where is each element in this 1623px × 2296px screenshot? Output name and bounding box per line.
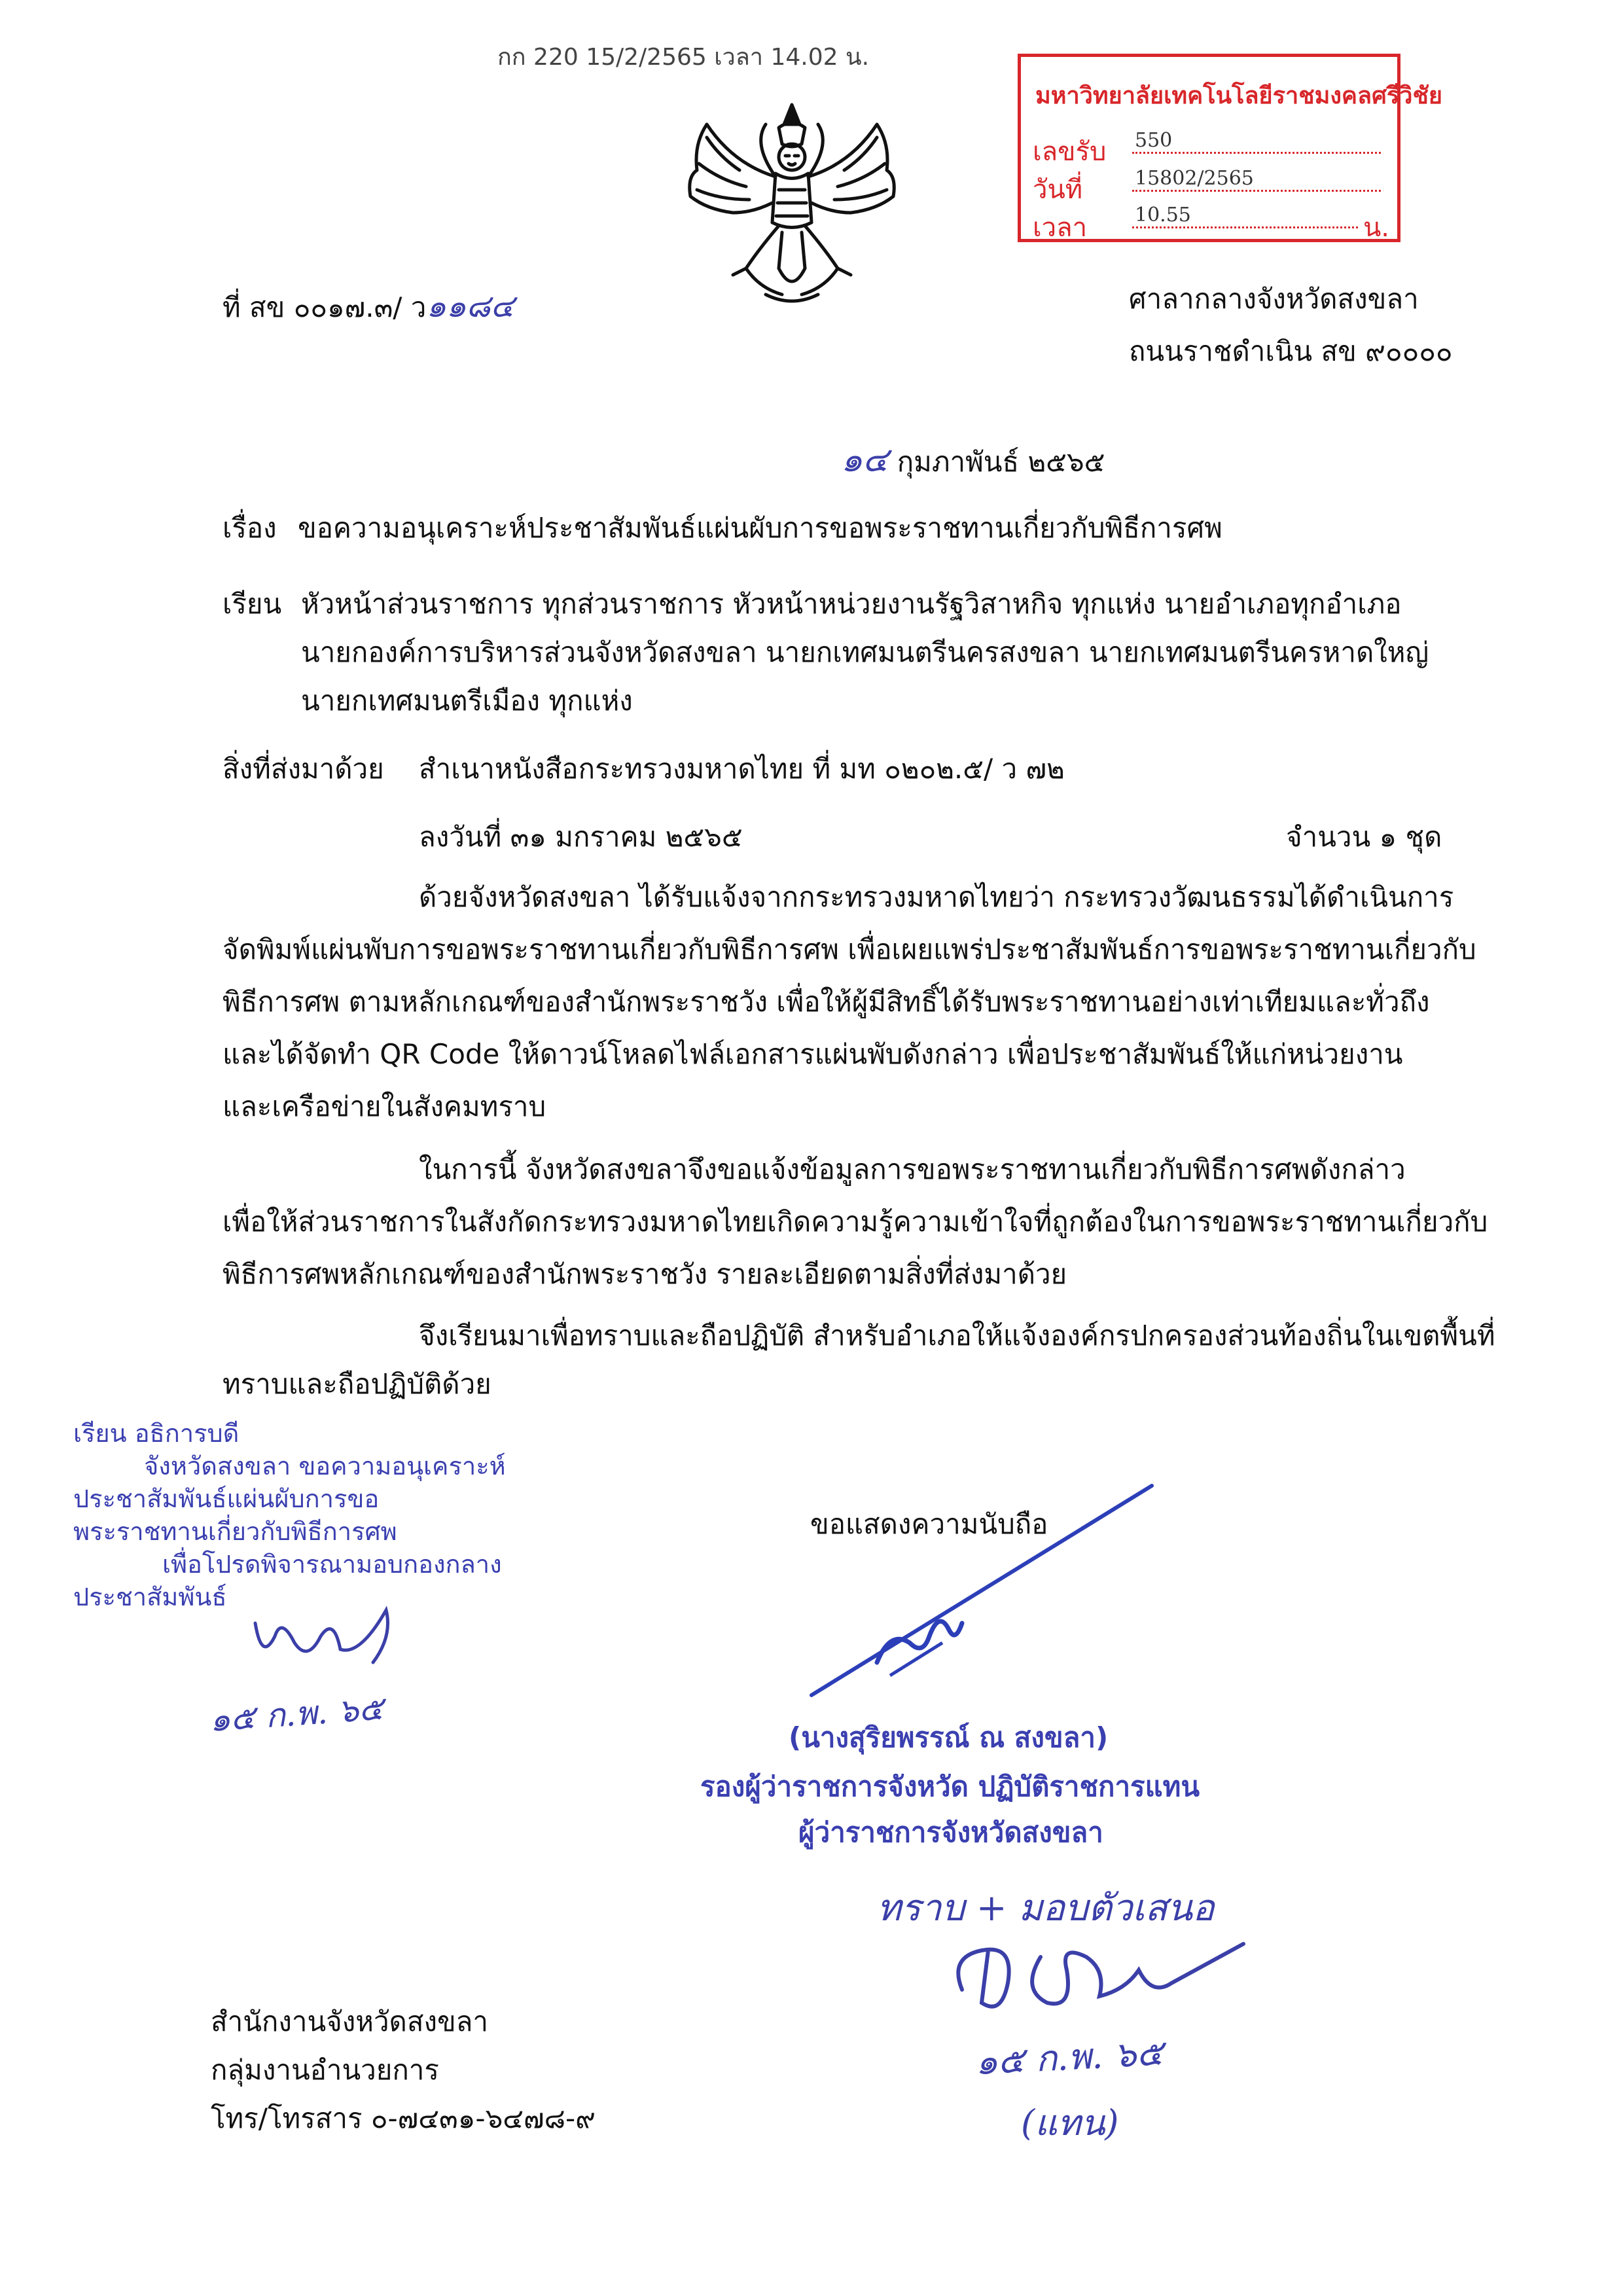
receipt-org: มหาวิทยาลัยเทคโนโลยีราชมงคลศรีวิชัย: [1035, 82, 1443, 109]
receipt-box: [1018, 54, 1443, 243]
addressee-label: เรียน: [223, 588, 282, 620]
receipt-time-unit: น.: [1363, 213, 1389, 243]
enclosure-count: จำนวน ๑ ชุด: [1286, 821, 1442, 853]
reference-number: [223, 288, 514, 326]
letter-date-day-handwritten: ๑๔: [841, 440, 889, 480]
paragraph-3-line: ทราบและถือปฏิบัติด้วย: [223, 1368, 491, 1400]
enclosure-line1: สำเนาหนังสือกระทรวงมหาดไทย ที่ มท ๐๒๐๒.๕/ ว ๗๒: [419, 753, 1065, 785]
margin-note-line3: ประชาสัมพันธ์แผ่นผับการขอ: [73, 1484, 380, 1513]
enclosure-label: สิ่งที่ส่งมาด้วย: [223, 753, 384, 785]
reference-number-handwritten: ๑๑๘๔: [426, 288, 514, 325]
addressee-line2: นายกองค์การบริหารส่วนจังหวัดสงขลา นายกเทศมนตรีนครสงขลา นายกเทศมนตรีนครหาดใหญ่: [301, 636, 1429, 668]
receipt-stamp-top: กก 220 15/2/2565 เวลา 14.02 น.: [497, 44, 870, 71]
letter-date: [841, 440, 1105, 480]
approver-note-handwritten: (แทน): [1021, 2102, 1119, 2144]
letter-date-month-year: กุมภาพันธ์ ๒๕๖๕: [897, 446, 1105, 478]
paragraph-1-line: จัดพิมพ์แผ่นพับการขอพระราชทานเกี่ยวกับพิธีการศพ เพื่อเผยแพร่ประชาสัมพันธ์การขอพระราชทานเกี่ยวกับ: [223, 933, 1476, 965]
margin-note-line1: เรียน อธิการบดี: [73, 1419, 240, 1448]
garuda-emblem-icon: [668, 98, 916, 314]
addressee-line1: หัวหน้าส่วนราชการ ทุกส่วนราชการ หัวหน้าหน่วยงานรัฐวิสาหกิจ ทุกแห่ง นายอำเภอทุกอำเภอ: [301, 588, 1402, 620]
paragraph-2-first-line: ในการนี้ จังหวัดสงขลาจึงขอแจ้งข้อมูลการขอพระราชทานเกี่ยวกับพิธีการศพดังกล่าว: [419, 1153, 1406, 1185]
margin-note-date-handwritten: ๑๕ ก.พ. ๖๕: [208, 1689, 385, 1740]
paragraph-2-line: พิธีการศพหลักเกณฑ์ของสำนักพระราชวัง รายละเอียดตามสิ่งที่ส่งมาด้วย: [223, 1258, 1067, 1290]
footer-division: กลุ่มงานอำนวยการ: [211, 2054, 439, 2086]
closing-salutation: ขอแสดงความนับถือ: [810, 1508, 1048, 1540]
approver-date-handwritten: ๑๕ ก.พ. ๖๕: [974, 2032, 1164, 2083]
enclosure-line2: ลงวันที่ ๓๑ มกราคม ๒๕๖๕: [419, 821, 743, 853]
paragraph-1-line: และได้จัดทำ QR Code ให้ดาวน์โหลดไฟล์เอกสารแผ่นพับดังกล่าว เพื่อประชาสัมพันธ์ให้แก่หน่วยงาน: [223, 1038, 1403, 1070]
footer-phone: โทร/โทรสาร ๐-๗๔๓๑-๖๔๗๘-๙: [211, 2102, 596, 2134]
margin-note-signature-icon: [242, 1597, 412, 1682]
receipt-no-value: 550: [1132, 128, 1381, 154]
receipt-time-label: เวลา: [1033, 213, 1088, 243]
receipt-date-label: วันที่: [1033, 175, 1083, 205]
paragraph-1-first-line: ด้วยจังหวัดสงขลา ได้รับแจ้งจากกระทรวงมหาดไทยว่า กระทรวงวัฒนธรรมได้ดำเนินการ: [419, 881, 1454, 913]
signer-position-line2: ผู้ว่าราชการจังหวัดสงขลา: [798, 1816, 1103, 1848]
receipt-time-value: 10.55: [1132, 202, 1358, 228]
margin-note-line5: เพื่อโปรดพิจารณามอบกองกลาง: [162, 1550, 502, 1579]
margin-note-line2: จังหวัดสงขลา ขอความอนุเคราะห์: [144, 1452, 506, 1480]
receipt-no-label: เลขรับ: [1033, 137, 1107, 167]
paragraph-3-first-line: จึงเรียนมาเพื่อทราบและถือปฏิบัติ สำหรับอำเภอให้แจ้งองค์กรปกครองส่วนท้องถิ่นในเขตพื้นที่: [419, 1319, 1495, 1352]
handwritten-approval-note: ทราบ + มอบตัวเสนอ: [877, 1887, 1215, 1929]
official-signature-icon: [798, 1479, 1165, 1702]
reference-number-printed: ที่ สข ๐๐๑๗.๓/ ว: [223, 291, 427, 323]
approver-signature-icon: [942, 1931, 1250, 2036]
margin-note-line4: พระราชทานเกี่ยวกับพิธีการศพ: [73, 1517, 397, 1546]
signer-position-line1: รองผู้ว่าราชการจังหวัด ปฏิบัติราชการแทน: [700, 1770, 1200, 1803]
paragraph-1-line: พิธีการศพ ตามหลักเกณฑ์ของสำนักพระราชวัง เพื่อให้ผู้มีสิทธิ์ได้รับพระราชทานอย่างเท่าเทียมและทั่วถึง: [223, 986, 1430, 1018]
paragraph-1-line: และเครือข่ายในสังคมทราบ: [223, 1090, 546, 1122]
margin-note-line6: ประชาสัมพันธ์: [73, 1583, 227, 1611]
subject-label: เรื่อง: [223, 512, 277, 544]
receipt-date-value: 15802/2565: [1132, 166, 1381, 192]
addressee-line3: นายกเทศมนตรีเมือง ทุกแห่ง: [301, 685, 633, 717]
paragraph-2-line: เพื่อให้ส่วนราชการในสังกัดกระทรวงมหาดไทยเกิดความรู้ความเข้าใจที่ถูกต้องในการขอพระราชทานเกี่ยวกับ: [223, 1206, 1488, 1238]
office-address-line1: ศาลากลางจังหวัดสงขลา: [1129, 283, 1419, 315]
signer-name: (นางสุริยพรรณ์ ณ สงขลา): [789, 1721, 1109, 1753]
subject-text: ขอความอนุเคราะห์ประชาสัมพันธ์แผ่นผับการขอพระราชทานเกี่ยวกับพิธีการศพ: [298, 512, 1222, 544]
office-address-line2: ถนนราชดำเนิน สข ๙๐๐๐๐: [1129, 335, 1453, 367]
footer-office: สำนักงานจังหวัดสงขลา: [211, 2005, 488, 2037]
